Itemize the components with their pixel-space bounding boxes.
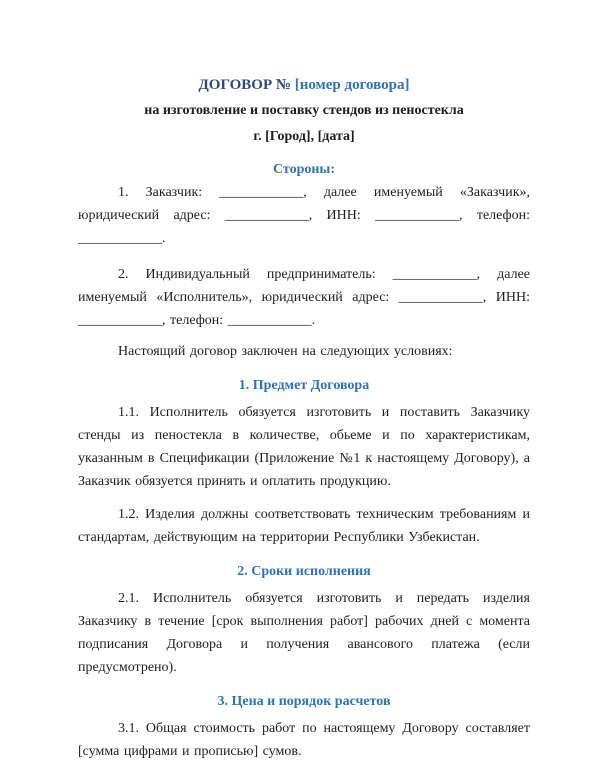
section-2-heading: 2. Сроки исполнения [237, 564, 371, 579]
contract-title-main: ДОГОВОР № [198, 77, 291, 93]
section-3-paragraph-1: 3.1. Общая стоимость работ по настоящему Договору составляет [сумма цифрами и прописью] сумов. [78, 721, 530, 759]
contract-number-placeholder: [номер договора] [294, 77, 410, 93]
section-2-paragraph-1: 2.1. Исполнитель обязуется изготовить и передать изделия Заказчику в течение [срок выполнения работ] рабочих дней с момента подписания Договора и получения авансового платежа (если предусмотрено). [78, 591, 530, 675]
place-and-date: г. [Город], [дата] [253, 129, 355, 144]
section-1-heading: 1. Предмет Договора [238, 378, 370, 393]
section-3-heading: 3. Цена и порядок расчетов [217, 694, 391, 709]
section-1-paragraph-1: 1.1. Исполнитель обязуется изготовить и поставить Заказчику стенды из пеностекла в количестве, обьеме и по характеристикам, указанным в Спецификации (Приложение №1 к настоящему Договору), а Заказчик обязуется принять и оплатить продукцию. [78, 405, 530, 489]
contract-subtitle: на изготовление и поставку стендов из пеностекла [144, 103, 464, 118]
section-1-paragraph-2: 1.2. Изделия должны соответствовать техническим требованиям и стандартам, действующим на территории Республики Узбекистан. [78, 507, 530, 545]
document-content [78, 72, 530, 763]
intro-line: Настоящий договор заключен на следующих условиях: [118, 344, 453, 359]
party-contractor-paragraph: 2. Индивидуальный предприниматель: ____________, далее именуемый «Исполнитель», юридический адрес: ____________, ИНН: ____________, телефон: ____________. [78, 267, 530, 328]
parties-heading: Стороны: [272, 162, 336, 177]
contract-title [78, 72, 530, 98]
party-customer-paragraph: 1. Заказчик: ____________, далее именуемый «Заказчик», юридический адрес: ____________, ИНН: ____________, телефон: ____________. [78, 185, 530, 246]
